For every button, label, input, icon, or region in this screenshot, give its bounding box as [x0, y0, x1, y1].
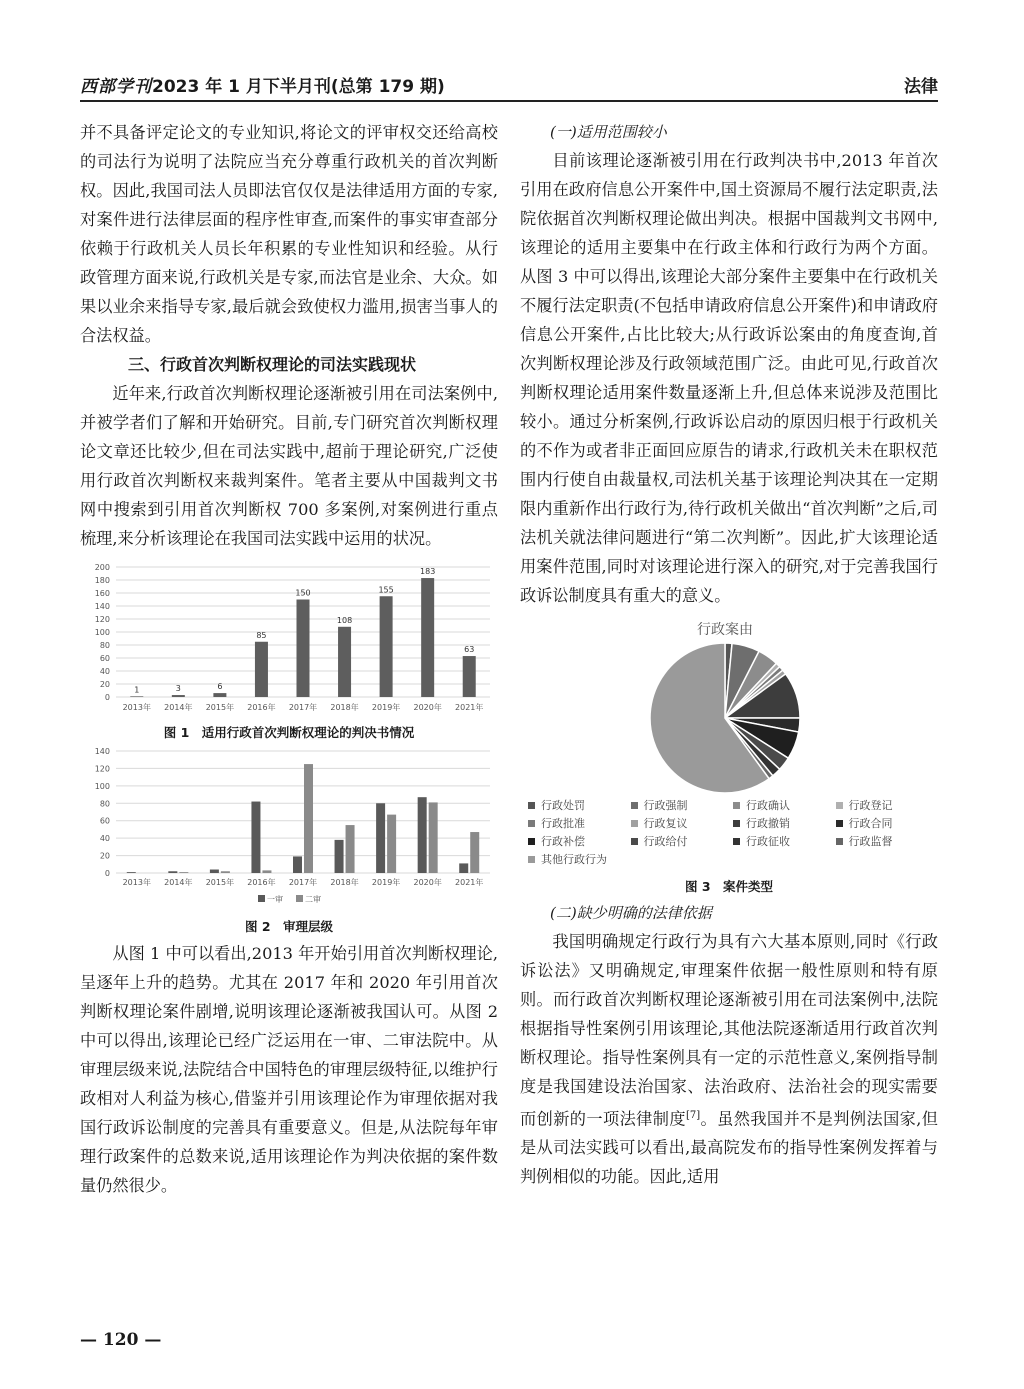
x-tick-label: 2017年: [288, 703, 318, 712]
legend-swatch: [631, 820, 638, 827]
y-tick-label: 120: [94, 764, 110, 774]
legend-swatch: [528, 856, 535, 863]
bar-second: [179, 872, 188, 873]
legend-item: [733, 833, 836, 849]
y-tick-label: 0: [104, 869, 110, 878]
journal-logo: 西部学刊: [80, 77, 152, 97]
legend-label: 行政补偿: [541, 835, 585, 848]
x-tick-label: 2019年: [371, 878, 401, 887]
figure-1-bar-chart: [80, 559, 498, 721]
legend-label: 行政登记: [848, 799, 893, 812]
bar-first: [459, 863, 468, 873]
x-tick-label: 2015年: [205, 878, 235, 887]
x-tick-label: 2016年: [247, 878, 276, 887]
legend-label: 行政监督: [848, 835, 893, 848]
legend-swatch: [528, 802, 535, 809]
page-number: — 120 —: [80, 1330, 162, 1350]
bar-second: [387, 815, 396, 873]
y-tick-label: 20: [99, 680, 110, 689]
legend-label: 行政撤销: [746, 817, 790, 830]
legend-swatch: [836, 820, 843, 827]
legend-item: [836, 833, 939, 849]
y-tick-label: 120: [94, 615, 110, 624]
legend-label: 行政处罚: [541, 799, 585, 812]
data-label: 6: [217, 682, 223, 692]
bar-second: [429, 802, 438, 873]
y-tick-label: 80: [99, 799, 110, 809]
figure-3-pie-chart: [520, 618, 938, 793]
data-label: 85: [256, 630, 267, 640]
bar-first: [127, 872, 136, 873]
y-tick-label: 20: [99, 851, 110, 861]
paragraph: 近年来,行政首次判断权理论逐渐被引用在司法案例中,并被学者们了解和开始研究。目前,专门研究首次判断权理论文章还比较少,但在司法实践中,超前于理论研究,广泛使用行政首次判断权来裁判案件。笔者主要从中国裁判文书网中搜索到引用首次判断权 700 多案例,对案例进行重点梳理,来分析该理论在我国司法实践中运用的状况。: [80, 384, 498, 548]
legend-item: [528, 851, 631, 867]
y-tick-label: 200: [94, 563, 110, 572]
figure-3-caption: 图 3 案件类型: [684, 879, 774, 894]
bar: [338, 627, 351, 697]
y-tick-label: 0: [104, 693, 110, 702]
legend-swatch: [836, 838, 843, 845]
y-tick-label: 100: [94, 628, 110, 637]
section-heading: 三、行政首次判断权理论的司法实践现状: [128, 355, 417, 374]
legend-swatch: [528, 820, 535, 827]
x-tick-label: 2020年: [413, 703, 442, 712]
x-tick-label: 2015年: [205, 703, 235, 712]
bar-second: [221, 871, 230, 873]
y-tick-label: 40: [99, 667, 110, 676]
figure-3-legend: [528, 797, 938, 867]
legend-label: 行政复议: [643, 817, 688, 830]
subsection-heading: (二)缺少明确的法律依据: [550, 904, 712, 922]
paragraph-text: 。虽然我国并不是判例法国家,但是从司法实践可以看出,最高院发布的指导性案例发挥着与判例相似的功能。因此,适用: [520, 1109, 938, 1187]
bar-second: [470, 832, 479, 873]
legend-swatch: [733, 802, 740, 809]
legend-item: [733, 797, 836, 813]
x-tick-label: 2017年: [288, 878, 318, 887]
x-tick-label: 2018年: [330, 703, 359, 712]
legend-label: 其他行政行为: [541, 853, 607, 866]
figure-2-bar-chart: [80, 745, 498, 915]
legend-swatch: [528, 838, 535, 845]
legend-swatch: [631, 838, 638, 845]
legend-swatch: [836, 802, 843, 809]
issue-text: 2023 年 1 月下半月刊(总第 179 期): [152, 77, 445, 97]
x-tick-label: 2013年: [122, 878, 151, 887]
bar-first: [251, 802, 260, 873]
legend-item: [528, 797, 631, 813]
y-tick-label: 140: [94, 602, 110, 611]
bar: [172, 695, 185, 697]
left-column: [80, 118, 498, 1200]
legend-label: 行政给付: [643, 835, 688, 848]
bar: [213, 693, 226, 697]
y-tick-label: 140: [94, 747, 110, 756]
bar-first: [210, 870, 219, 873]
legend-label: 行政合同: [848, 817, 893, 830]
citation: [7]: [685, 1110, 701, 1121]
data-label: 1: [134, 685, 140, 695]
subsection-heading: (一)适用范围较小: [550, 123, 667, 141]
legend-label: 行政确认: [746, 799, 790, 812]
paragraph: 从图 1 中可以看出,2013 年开始引用首次判断权理论,呈逐年上升的趋势。尤其在 2017 年和 2020 年引用首次判断权理论案件剧增,说明该理论逐渐被我国认可。从图 2 中可以得出,该理论已经广泛运用在一审、二审法院中。从审理层级来说,法院结合中国特色的审理层级特征,以维护行政相对人利益为核心,借鉴并引用该理论作为审理依据对我国行政诉讼制度的完善具有重要意义。但是,从法院每年审理行政案件的总数来说,适用该理论作为判决依据的案件数量仍然很少。: [80, 944, 498, 1195]
y-tick-label: 40: [99, 834, 110, 844]
legend-swatch: [296, 895, 303, 902]
section-label: 法律: [904, 77, 938, 97]
bar: [297, 600, 310, 698]
bar: [255, 642, 268, 697]
page-header: [80, 70, 938, 102]
x-tick-label: 2021年: [455, 703, 484, 712]
legend-item: [836, 797, 939, 813]
bar-second: [346, 825, 355, 873]
x-tick-label: 2013年: [122, 703, 151, 712]
bar-first: [418, 797, 427, 873]
legend-label: 行政批准: [541, 817, 585, 830]
y-tick-label: 160: [94, 589, 110, 598]
data-label: 108: [336, 615, 353, 625]
y-tick-label: 60: [99, 816, 110, 826]
data-label: 155: [378, 585, 394, 595]
legend-swatch: [631, 802, 638, 809]
chart-title: 行政案由: [697, 622, 753, 638]
paragraph: 并不具备评定论文的专业知识,将论文的评审权交还给高校的司法行为说明了法院应当充分尊重行政机关的首次判断权。因此,我国司法人员即法官仅仅是法律适用方面的专家,对案件进行法律层面的程序性审查,而案件的事实审查部分依赖于行政机关人员长年积累的专业性知识和经验。从行政管理方面来说,行政机关是专家,而法官是业余、大众。如果以业余来指导专家,最后就会致使权力滥用,损害当事人的合法权益。: [80, 123, 498, 345]
legend-swatch: [258, 895, 265, 902]
data-label: 3: [175, 684, 181, 694]
bar: [130, 696, 143, 697]
legend-item: [631, 833, 734, 849]
legend-label: 一审: [267, 895, 283, 904]
legend-item: [528, 833, 631, 849]
bar-first: [293, 856, 302, 873]
legend-item: [631, 797, 734, 813]
legend-item: [631, 815, 734, 831]
bar: [421, 578, 434, 697]
legend-item: [733, 815, 836, 831]
right-column: [520, 118, 938, 1191]
x-tick-label: 2020年: [413, 878, 442, 887]
y-tick-label: 60: [99, 654, 110, 663]
paragraph-text: 我国明确规定行政行为具有六大基本原则,同时《行政诉讼法》又明确规定,审理案件依据一般性原则和特有原则。而行政首次判断权理论逐渐被引用在司法案例中,法院根据指导性案例引用该理论,其他法院逐渐适用行政首次判断权理论。指导性案例具有一定的示范性意义,案例指导制度是我国建设法治国家、法治政府、法治社会的现实需要而创新的一项法律制度: [520, 932, 938, 1129]
x-tick-label: 2014年: [164, 878, 193, 887]
x-tick-label: 2019年: [371, 703, 401, 712]
x-tick-label: 2016年: [247, 703, 276, 712]
figure-2-caption: 图 2 审理层级: [244, 919, 334, 934]
bar: [463, 656, 476, 697]
y-tick-label: 180: [94, 576, 110, 585]
legend-item: [836, 815, 939, 831]
legend-item: [528, 815, 631, 831]
y-tick-label: 100: [94, 781, 110, 791]
data-label: 63: [464, 645, 475, 655]
paragraph: [520, 927, 938, 1191]
data-label: 183: [420, 567, 436, 577]
legend-label: 二审: [305, 895, 321, 904]
bar-first: [376, 803, 385, 873]
bar-second: [304, 764, 313, 873]
legend-label: 行政征收: [746, 835, 790, 848]
bar-first: [168, 871, 177, 873]
legend-swatch: [733, 838, 740, 845]
data-label: 150: [295, 588, 311, 598]
x-tick-label: 2014年: [164, 703, 193, 712]
bar-second: [262, 870, 271, 873]
bar-first: [335, 840, 344, 873]
paragraph: 目前该理论逐渐被引用在行政判决书中,2013 年首次引用在政府信息公开案件中,国土资源局不履行法定职责,法院依据首次判断权理论做出判决。根据中国裁判文书网中,该理论的适用主要集中在行政主体和行政行为两个方面。从图 3 中可以得出,该理论大部分案件主要集中在行政机关不履行法定职责(不包括申请政府信息公开案件)和申请政府信息公开案件,占比比较大;从行政诉讼案由的角度查询,首次判断权理论涉及行政领域范围广泛。由此可见,行政首次判断权理论适用案件数量逐渐上升,但总体来说涉及范围比较小。通过分析案例,行政诉讼启动的原因归根于行政机关的不作为或者非正面回应原告的请求,行政机关未在职权范围内行使自由裁量权,司法机关基于该理论判决其在一定期限内重新作出行政行为,待行政机关做出“首次判断”之后,司法机关就法律问题进行“第二次判断”。因此,扩大该理论适用案件范围,同时对该理论进行深入的研究,对于完善我国行政诉讼制度具有重大的意义。: [520, 151, 938, 605]
x-tick-label: 2018年: [330, 878, 359, 887]
figure-1-caption: 图 1 适用行政首次判断权理论的判决书情况: [163, 725, 415, 740]
x-tick-label: 2021年: [455, 878, 484, 887]
journal-issue: [80, 72, 445, 97]
y-tick-label: 80: [99, 641, 110, 650]
legend-label: 行政强制: [643, 799, 688, 812]
legend-swatch: [733, 820, 740, 827]
bar: [380, 596, 393, 697]
